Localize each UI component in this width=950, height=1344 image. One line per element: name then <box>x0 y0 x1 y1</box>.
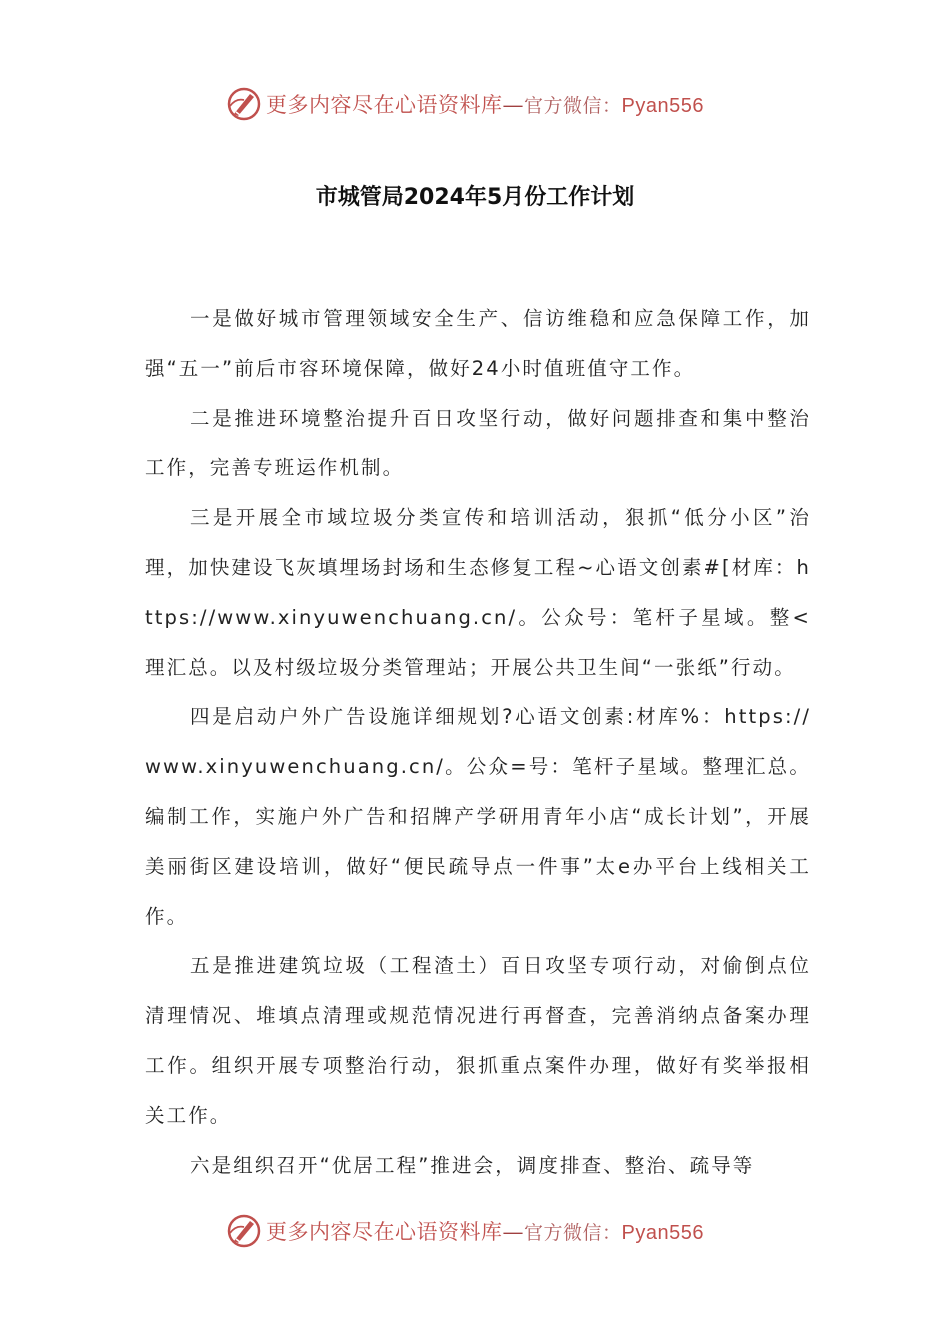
paragraph-6: 六是组织召开“优居工程”推进会，调度排查、整治、疏导等 <box>190 1153 755 1177</box>
watermark-separator: — <box>502 93 524 117</box>
watermark-id: Pyan556 <box>621 1222 704 1244</box>
paragraph-5: 五是推进建筑垃圾（工程渣土）百日攻坚专项行动，对偷倒点位清理情况、堆填点清理或规范情况进行再督查，完善消纳点备案办理工作。组织开展专项整治行动，狠抓重点案件办理，做好有奖举报相关工作。 <box>145 954 811 1127</box>
paragraph-1: 一是做好城市管理领域安全生产、信访维稳和应急保障工作，加强“五一”前后市容环境保障，做好24小时值班值守工作。 <box>145 307 811 380</box>
header-watermark <box>226 84 704 124</box>
footer-watermark <box>226 1211 704 1251</box>
watermark-main: 更多内容尽在心语资料库 <box>266 93 503 117</box>
pen-logo-icon <box>226 86 262 122</box>
watermark-text <box>266 1216 704 1246</box>
watermark-separator: — <box>502 1220 524 1244</box>
watermark-sub: 官方微信： <box>524 95 622 117</box>
pen-logo-icon <box>226 1213 262 1249</box>
watermark-main: 更多内容尽在心语资料库 <box>266 1220 503 1244</box>
watermark-text <box>266 89 704 119</box>
paragraph-3: 三是开展全市域垃圾分类宣传和培训活动，狠抓“低分小区”治理，加快建设飞灰填埋场封场和生态修复工程~心语文创素#[材库：https://www.xinyuwenchuang.cn/。公众号：笔杆子星域。整<理汇总。以及村级垃圾分类管理站；开展公共卫生间“一张纸”行动。 <box>145 506 811 679</box>
watermark-sub: 官方微信： <box>524 1222 622 1244</box>
paragraph-4: 四是启动户外广告设施详细规划?心语文创素:材库%：https://www.xinyuwenchuang.cn/。公众=号：笔杆子星域。整理汇总。编制工作，实施户外广告和招牌产学研用青年小店“成长计划”，开展美丽街区建设培训，做好“便民疏导点一件事”太e办平台上线相关工作。 <box>145 705 811 928</box>
paragraph-2: 二是推进环境整治提升百日攻坚行动，做好问题排查和集中整治工作，完善专班运作机制。 <box>145 406 811 480</box>
watermark-id: Pyan556 <box>621 95 704 117</box>
document-body <box>145 294 811 1190</box>
page-title: 市城管局2024年5月份工作计划 <box>315 185 635 210</box>
